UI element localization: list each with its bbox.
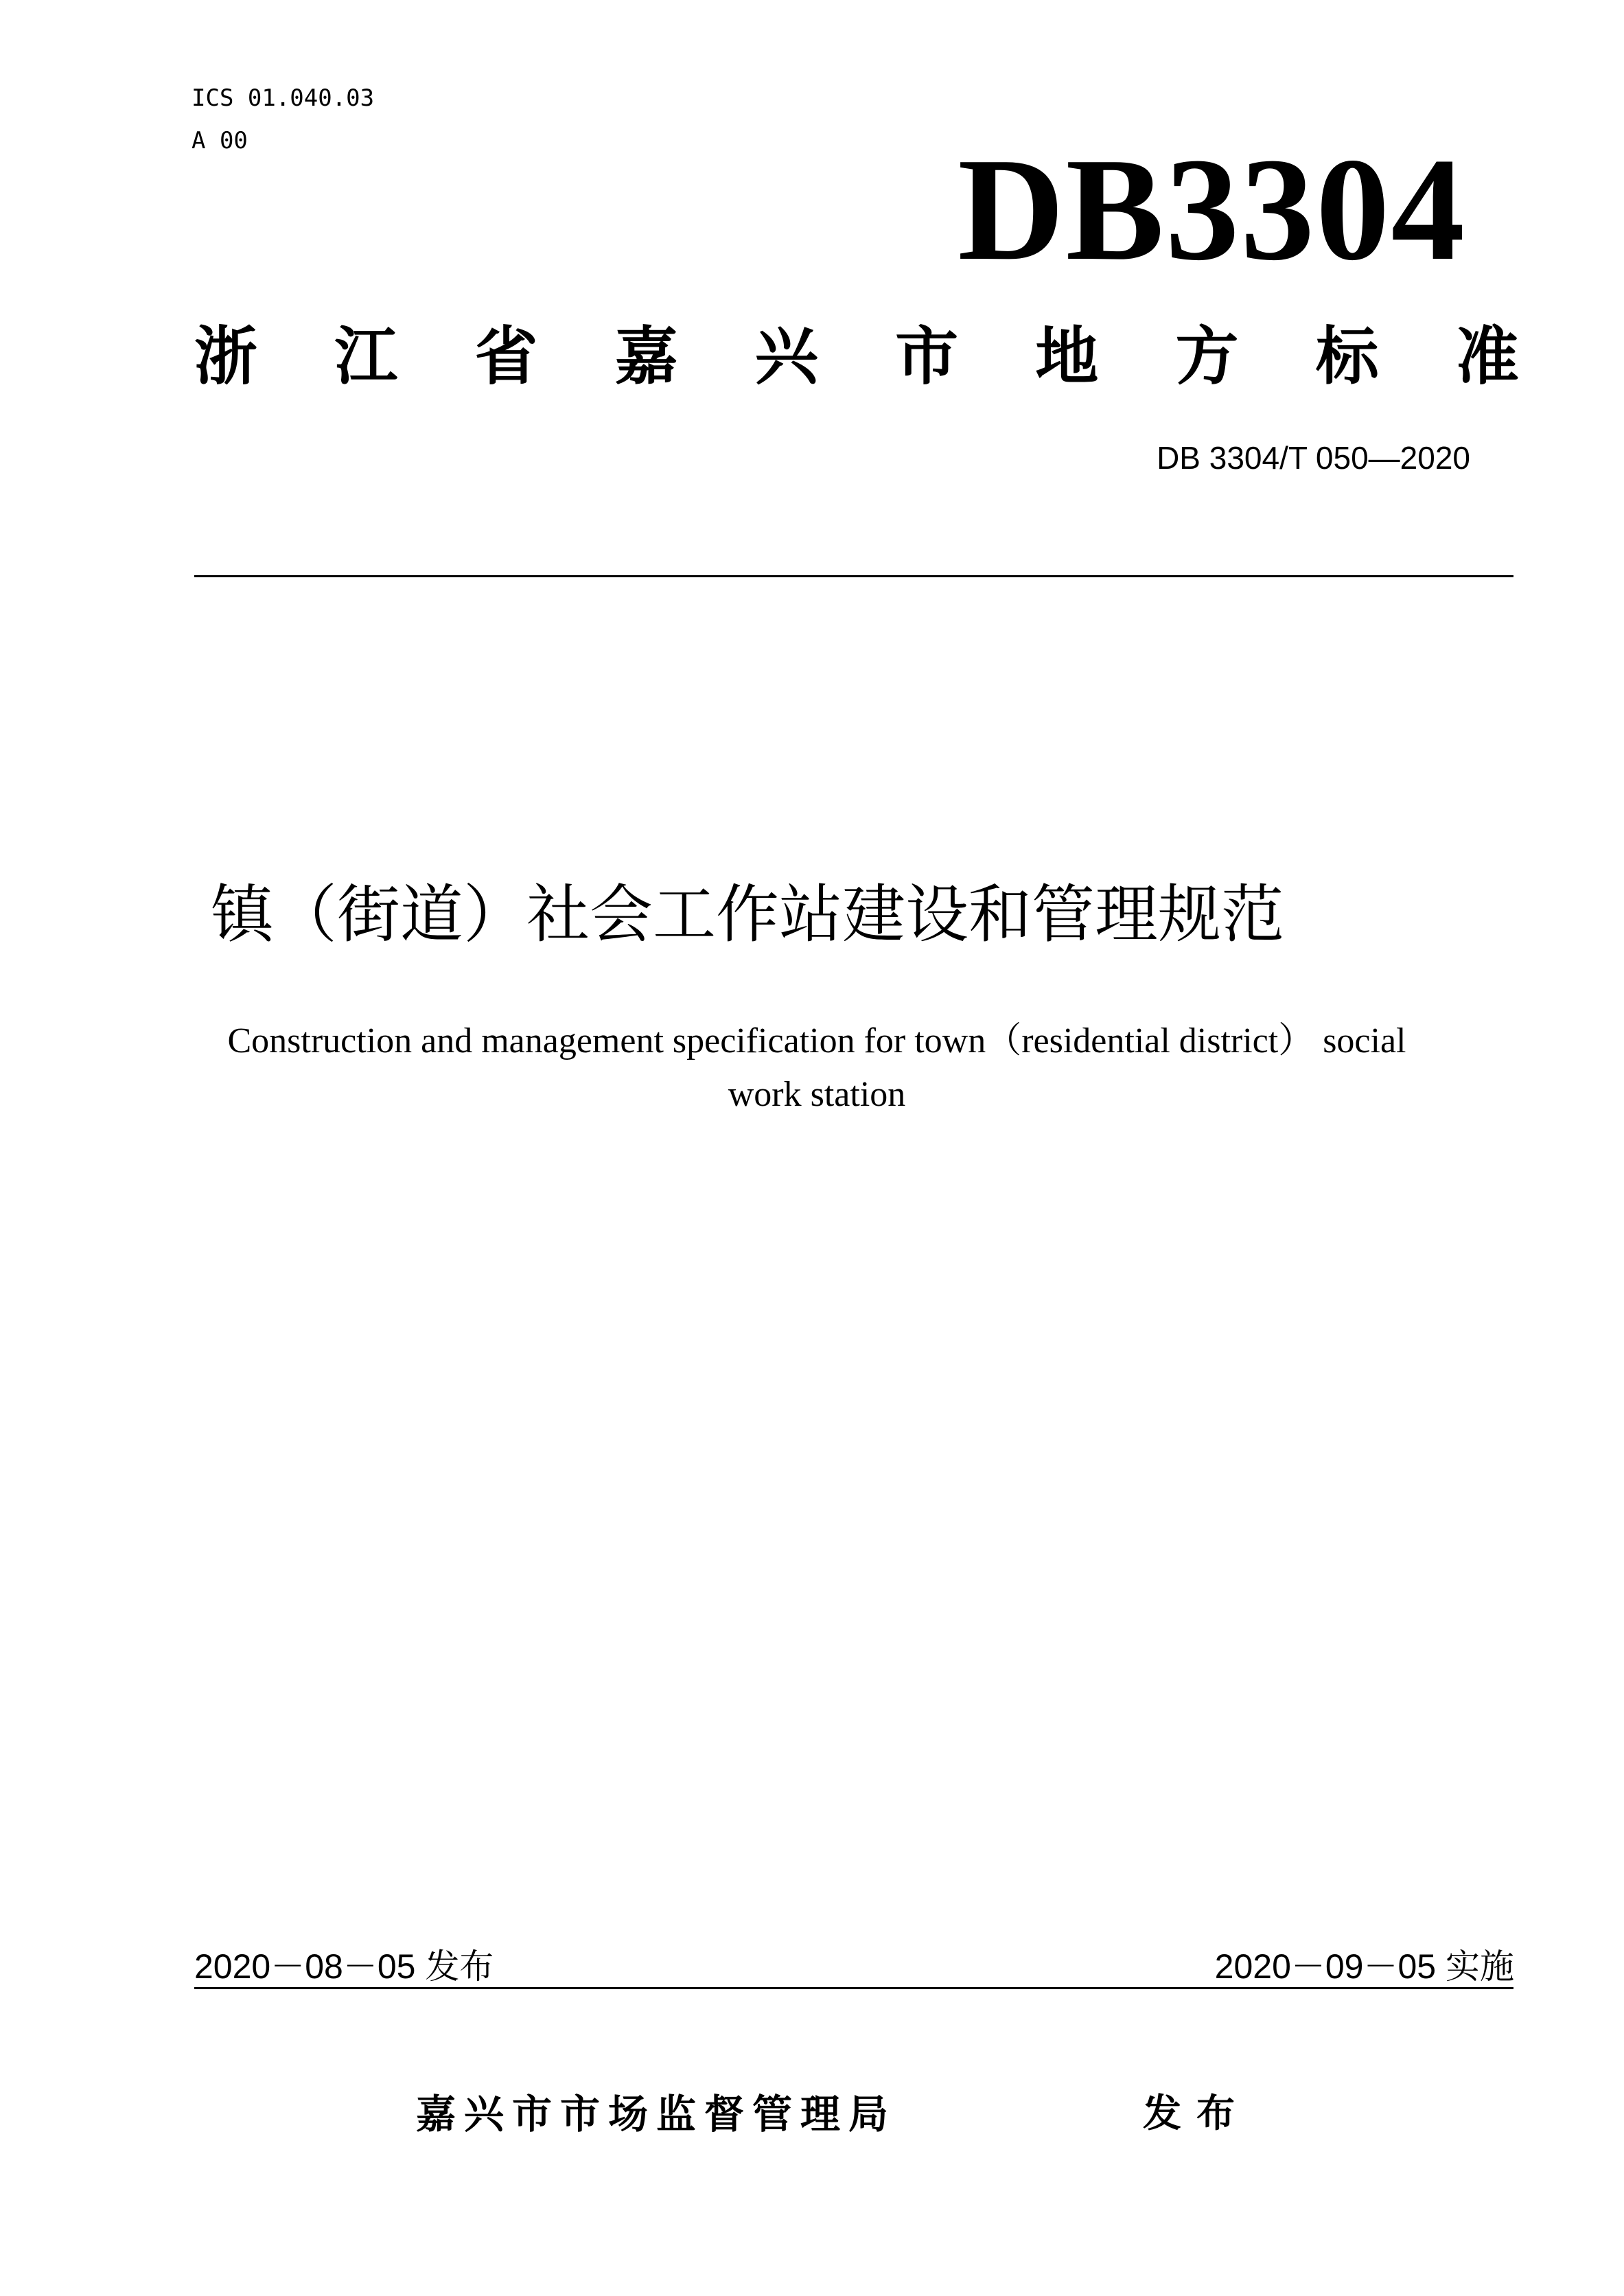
title-en-line-1: Construction and management specification for town（residential district） social: [227, 1021, 1406, 1060]
standard-type-char: 准: [1455, 320, 1519, 393]
issue-date: 2020－08－05 发布: [194, 1947, 494, 1986]
standard-code-logo: DB3304: [958, 127, 1466, 291]
standard-type-char: 标: [1315, 320, 1379, 393]
ics-code: ICS 01.040.03: [192, 84, 375, 112]
document-title-en: [178, 1014, 1455, 1122]
standard-type-char: 省: [474, 320, 538, 393]
standard-type-char: 方: [1175, 320, 1239, 393]
standard-type-char: 兴: [754, 320, 818, 393]
issuing-authority: 嘉兴市市场监督管理局: [416, 2091, 897, 2137]
standard-type-char: 嘉: [614, 320, 678, 393]
footer-divider: [194, 1987, 1513, 1989]
ccs-code: A 00: [192, 127, 248, 154]
title-en-line-2: work station: [728, 1075, 906, 1114]
standard-number: DB 3304/T 050—2020: [1157, 440, 1470, 476]
header-divider: [194, 575, 1513, 577]
standard-type-char: 浙: [194, 320, 258, 393]
issue-action-label: 发布: [1143, 2091, 1250, 2136]
implementation-date: 2020－09－05 实施: [1214, 1947, 1514, 1986]
standard-type-char: 市: [895, 320, 959, 393]
standard-type-char: 地: [1035, 320, 1099, 393]
standard-type-char: 江: [334, 320, 398, 393]
document-title-zh: 镇（街道）社会工作站建设和管理规范: [211, 878, 1285, 951]
standard-type-title: [194, 316, 1519, 398]
